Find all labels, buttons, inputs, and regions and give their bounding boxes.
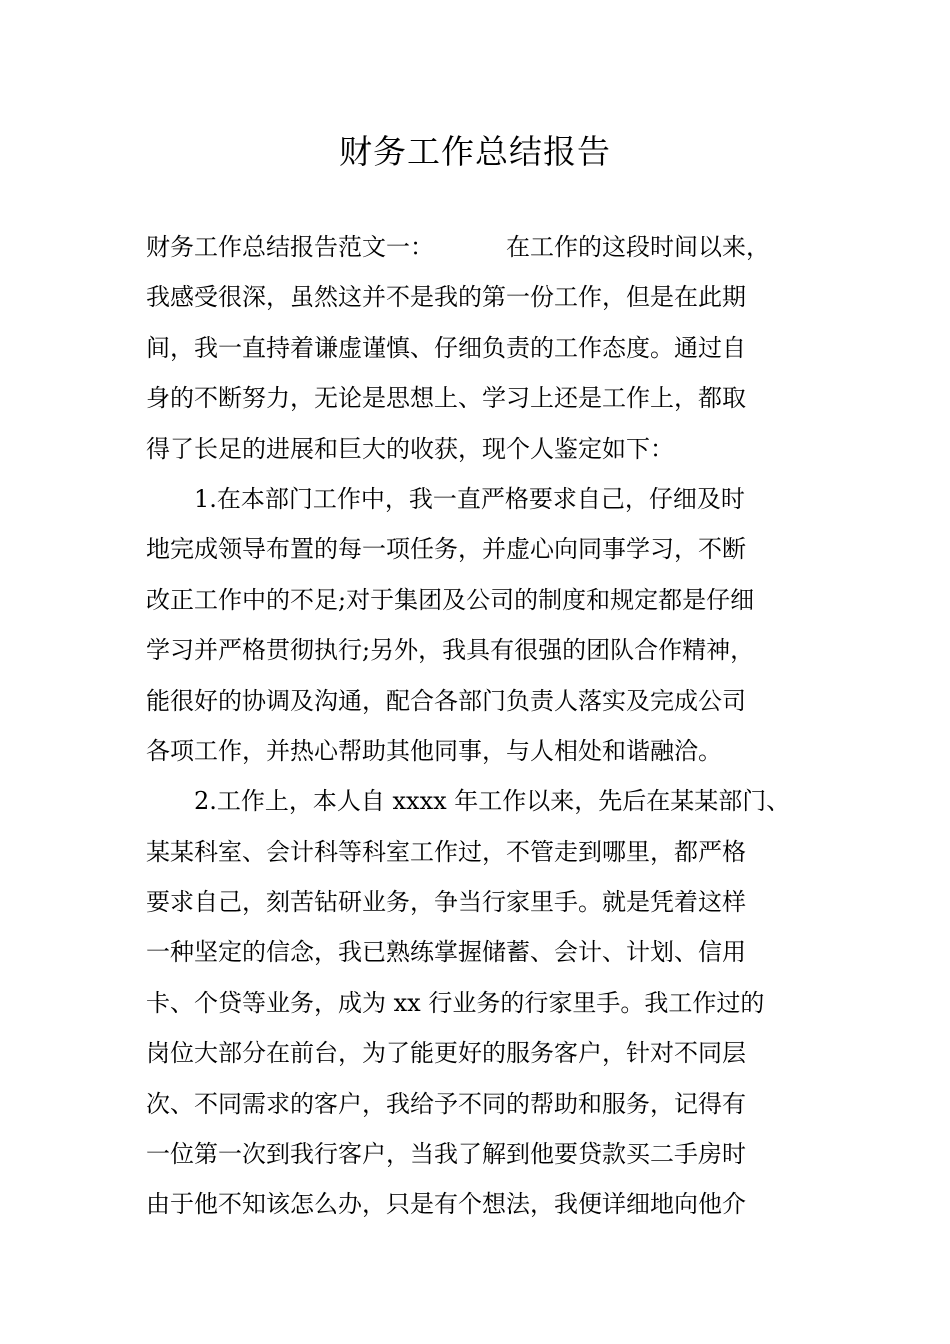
text-line: 次、不同需求的客户，我给予不同的帮助和服务，记得有 (146, 1089, 746, 1118)
text-line: 我感受很深，虽然这并不是我的第一份工作，但是在此期 (146, 283, 746, 312)
text-line: 一种坚定的信念，我已熟练掌握储蓄、会计、计划、信用 (146, 938, 746, 967)
text-line (146, 222, 826, 272)
text-line: 地完成领导布置的每一项任务，并虚心向同事学习，不断 (146, 535, 746, 564)
text-line: 能很好的协调及沟通，配合各部门负责人落实及完成公司 (146, 686, 746, 715)
paragraph-start-line: 2.工作上，本人自 xxxx 年工作以来，先后在某某部门、 (194, 787, 791, 816)
text-line: 得了长足的进展和巨大的收获，现个人鉴定如下： (146, 434, 674, 463)
text-line: 卡、个贷等业务，成为 xx 行业务的行家里手。我工作过的 (146, 988, 765, 1017)
text-line-tail: 在工作的这段时间以来， (506, 233, 770, 261)
document-title: 财务工作总结报告 (339, 132, 611, 171)
text-line: 间，我一直持着谦虚谨慎、仔细负责的工作态度。通过自 (146, 333, 746, 362)
text-line: 某某科室、会计科等科室工作过，不管走到哪里，都严格 (146, 837, 746, 866)
text-line: 要求自己，刻苦钻研业务，争当行家里手。就是凭着这样 (146, 888, 746, 917)
text-line: 岗位大部分在前台，为了能更好的服务客户，针对不同层 (146, 1039, 746, 1068)
text-line: 由于他不知该怎么办，只是有个想法，我便详细地向他介 (146, 1190, 746, 1219)
text-line: 改正工作中的不足;对于集团及公司的制度和规定都是仔细 (146, 585, 755, 614)
paragraph-start-line: 1.在本部门工作中，我一直严格要求自己，仔细及时 (194, 484, 745, 513)
text-line: 一位第一次到我行客户，当我了解到他要贷款买二手房时 (146, 1140, 746, 1169)
text-line: 学习并严格贯彻执行;另外，我具有很强的团队合作精神， (146, 636, 755, 665)
text-line: 各项工作，并热心帮助其他同事，与人相处和谐融洽。 (146, 736, 722, 765)
document-body (146, 222, 826, 1230)
text-line-lead: 财务工作总结报告范文一： (146, 233, 434, 261)
text-line: 身的不断努力，无论是思想上、学习上还是工作上，都取 (146, 384, 746, 413)
